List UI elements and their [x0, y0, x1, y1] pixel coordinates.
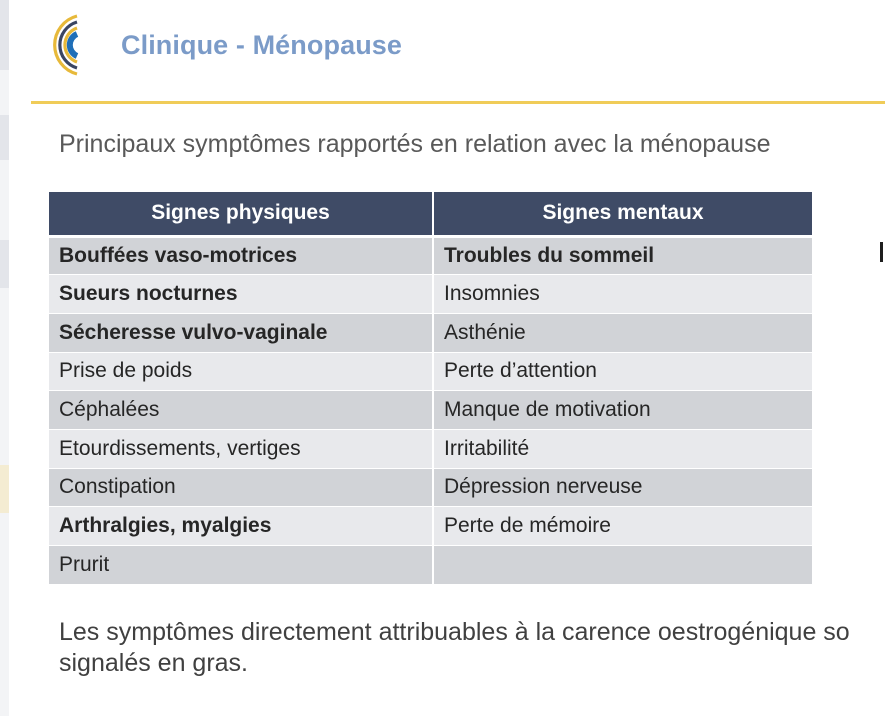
cell-physical-sign: Constipation	[49, 468, 433, 507]
slide-subtitle: Principaux symptômes rapportés en relation avec la ménopause	[59, 130, 771, 158]
table-header-row	[49, 192, 812, 236]
table-row	[49, 546, 812, 585]
cell-physical-sign: Bouffées vaso-motrices	[49, 236, 433, 275]
slide-left-edge	[0, 0, 9, 716]
edge-mark	[0, 0, 9, 70]
cell-physical-sign: Prurit	[49, 546, 433, 585]
cell-mental-sign: Irritabilité	[433, 429, 812, 468]
cell-physical-sign: Arthralgies, myalgies	[49, 507, 433, 546]
edge-mark	[0, 240, 9, 288]
header-divider	[31, 101, 885, 104]
cell-physical-sign: Céphalées	[49, 391, 433, 430]
cell-mental-sign	[433, 546, 812, 585]
footnote-line: signalés en gras.	[59, 649, 249, 677]
cell-mental-sign: Manque de motivation	[433, 391, 812, 430]
cell-mental-sign: Asthénie	[433, 313, 812, 352]
table-row	[49, 275, 812, 314]
cell-mental-sign: Insomnies	[433, 275, 812, 314]
footnote-line: Les symptômes directement attribuables à la carence oestrogénique so	[59, 618, 850, 646]
symptoms-table	[49, 192, 812, 585]
cell-mental-sign: Dépression nerveuse	[433, 468, 812, 507]
column-header-physical: Signes physiques	[49, 192, 433, 236]
column-header-mental: Signes mentaux	[433, 192, 812, 236]
page-title: Clinique - Ménopause	[121, 30, 403, 60]
edge-mark	[0, 115, 9, 160]
table-row	[49, 391, 812, 430]
cell-physical-sign: Sueurs nocturnes	[49, 275, 433, 314]
cell-physical-sign: Prise de poids	[49, 352, 433, 391]
footnote	[59, 617, 850, 679]
table-row	[49, 507, 812, 546]
table-row	[49, 236, 812, 275]
cell-physical-sign: Sécheresse vulvo-vaginale	[49, 313, 433, 352]
cell-mental-sign: Perte de mémoire	[433, 507, 812, 546]
edge-mark	[0, 465, 9, 513]
cell-physical-sign: Etourdissements, vertiges	[49, 429, 433, 468]
table-row	[49, 429, 812, 468]
table-row	[49, 352, 812, 391]
slide-edge-mark	[880, 242, 883, 262]
cell-mental-sign: Troubles du sommeil	[433, 236, 812, 275]
logo-icon	[40, 12, 84, 78]
table-row	[49, 468, 812, 507]
table-row	[49, 313, 812, 352]
cell-mental-sign: Perte d’attention	[433, 352, 812, 391]
